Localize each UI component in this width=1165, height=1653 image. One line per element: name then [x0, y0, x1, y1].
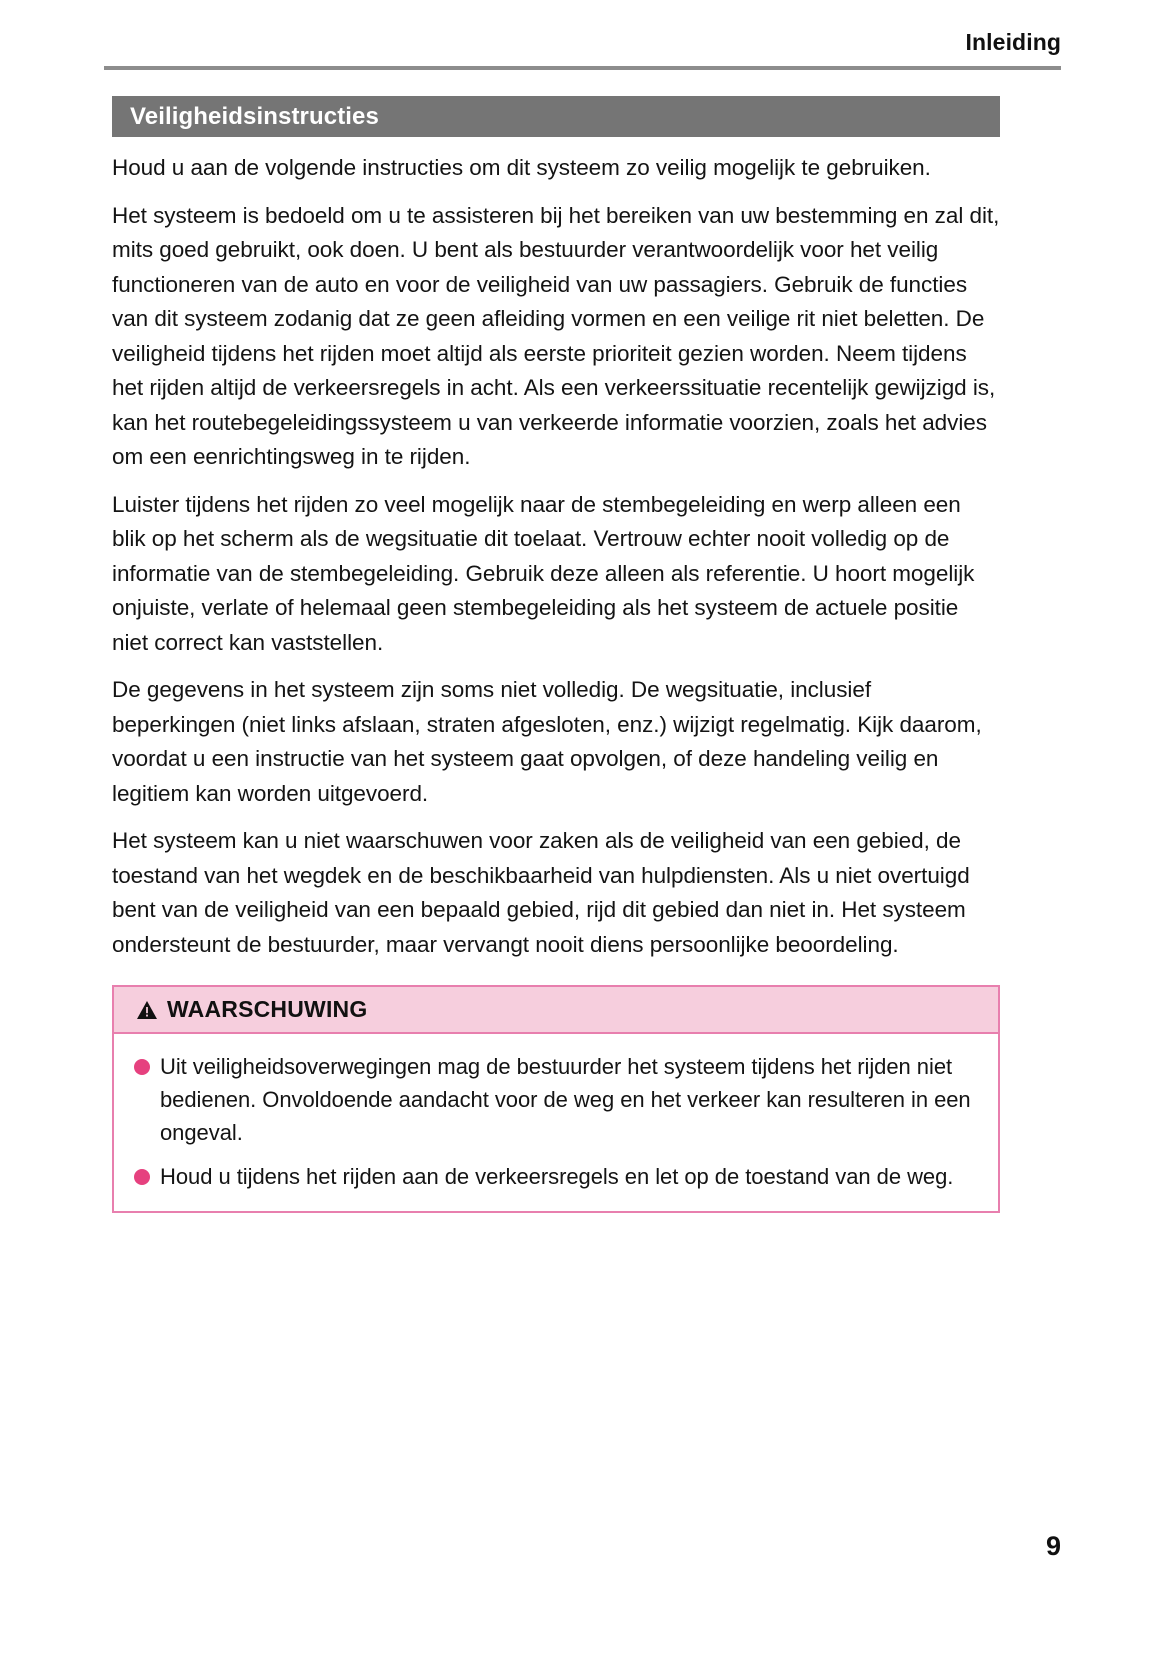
- body-paragraph: Luister tijdens het rijden zo veel mogelijk naar de stembegeleiding en werp alleen een blik op het scherm als de wegsituatie dit toelaat. Vertrouw echter nooit volledig op de informatie van de stembegeleiding. Gebruik deze alleen als referentie. U hoort mogelijk onjuiste, verlate of helemaal geen stembegeleiding als het systeem de actuele positie niet correct kan vaststellen.: [112, 491, 975, 655]
- warning-item-text: Houd u tijdens het rijden aan de verkeersregels en let op de toestand van de weg.: [160, 1164, 954, 1189]
- warning-triangle-icon: [136, 1000, 158, 1020]
- warning-list-item: [134, 1160, 978, 1193]
- bullet-icon: [134, 1169, 150, 1185]
- page-number: 9: [1045, 1531, 1061, 1561]
- warning-item-text: Uit veiligheidsoverwegingen mag de bestuurder het systeem tijdens het rijden niet bedienen. Onvoldoende aandacht voor de weg en het verkeer kan resulteren in een ongeval.: [160, 1054, 971, 1145]
- warning-header: [114, 987, 998, 1034]
- chapter-title: Inleiding: [965, 29, 1061, 55]
- page-content: [112, 96, 1000, 1213]
- warning-body: [114, 1034, 998, 1211]
- bullet-icon: [134, 1059, 150, 1075]
- section-banner: [112, 96, 1000, 137]
- section-title: Veiligheidsinstructies: [130, 102, 379, 130]
- warning-callout-box: [112, 985, 1000, 1213]
- warning-title: WAARSCHUWING: [167, 996, 368, 1022]
- header-divider-rule: [104, 66, 1061, 70]
- body-paragraph: De gegevens in het systeem zijn soms niet volledig. De wegsituatie, inclusief beperkingen (niet links afslaan, straten afgesloten, enz.) wijzigt regelmatig. Kijk daarom, voordat u een instructie van het systeem gaat opvolgen, of deze handeling veilig en legitiem kan worden uitgevoerd.: [112, 677, 982, 806]
- body-paragraph: Het systeem is bedoeld om u te assisteren bij het bereiken van uw bestemming en zal dit, mits goed gebruikt, ook doen. U bent als bestuurder verantwoordelijk voor het veilig functioneren van de auto en voor de veiligheid van uw passagiers. Gebruik de functies van dit systeem zodanig dat ze geen afleiding vormen en een veilige rit niet beletten. De veiligheid tijdens het rijden moet altijd als eerste prioriteit gezien worden. Neem tijdens het rijden altijd de verkeersregels in acht. Als een verkeerssituatie recentelijk gewijzigd is, kan het routebegeleidingssysteem u van verkeerde informatie voorzien, zoals het advies om een eenrichtingsweg in te rijden.: [112, 202, 1000, 469]
- warning-list-item: [134, 1050, 978, 1149]
- body-paragraph: Houd u aan de volgende instructies om dit systeem zo veilig mogelijk te gebruiken.: [112, 155, 931, 180]
- body-paragraph: Het systeem kan u niet waarschuwen voor zaken als de veiligheid van een gebied, de toestand van het wegdek en de beschikbaarheid van hulpdiensten. Als u niet overtuigd bent van de veiligheid van een bepaald gebied, rijd dit gebied dan niet in. Het systeem ondersteunt de bestuurder, maar vervangt nooit diens persoonlijke beoordeling.: [112, 828, 970, 957]
